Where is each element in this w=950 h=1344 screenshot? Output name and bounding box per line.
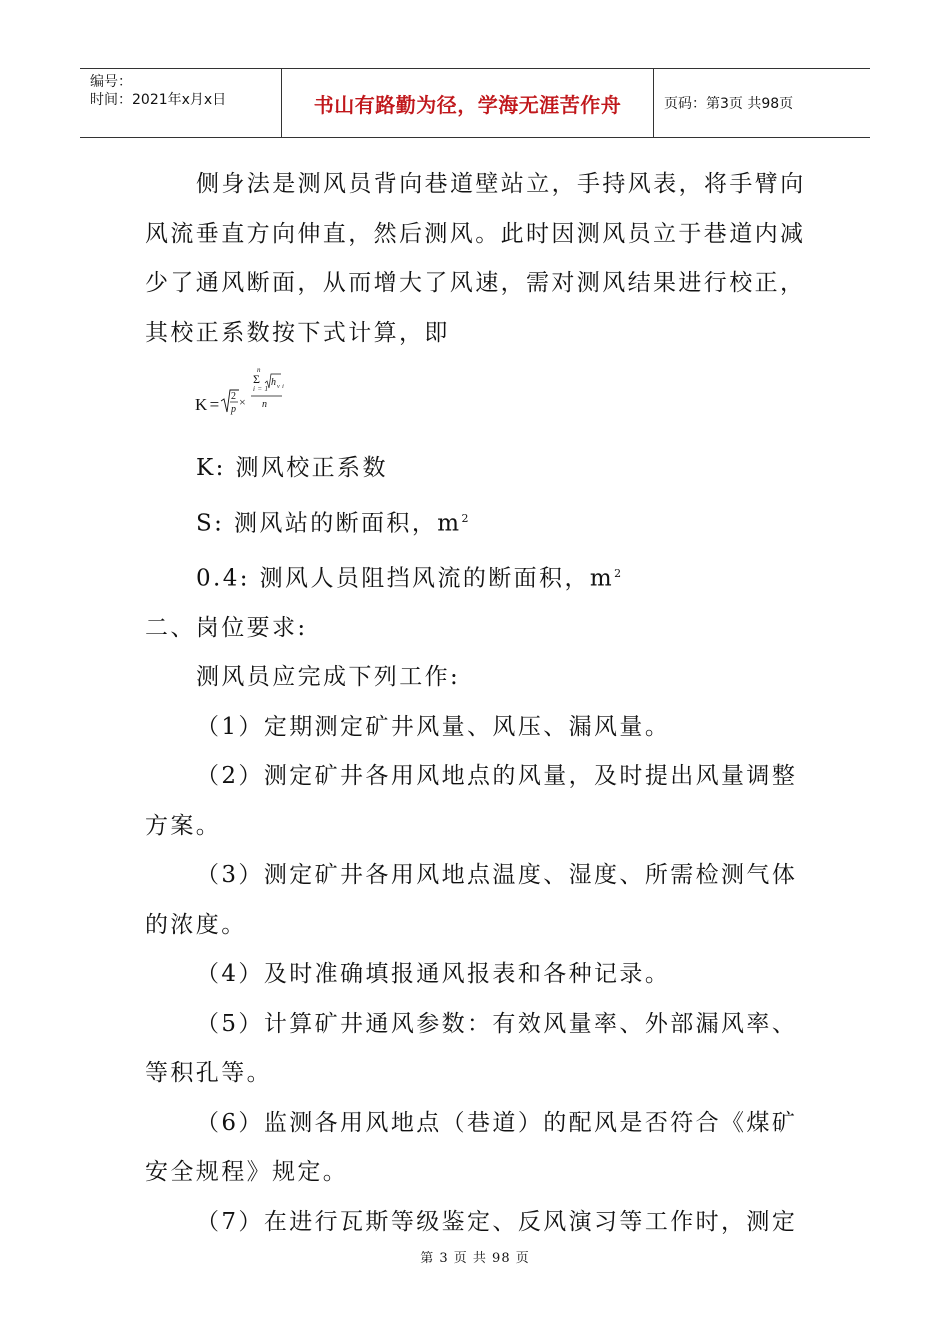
duty-item: （5）计算矿井通风参数：有效风量率、外部漏风率、等积孔等。 xyxy=(145,1010,798,1087)
header-page-info xyxy=(654,69,870,137)
sum-sign: Σ xyxy=(253,372,263,386)
sum-bottom: i=1 xyxy=(253,385,271,393)
duty-item: （4）及时准确填报通风报表和各种记录。 xyxy=(196,961,671,988)
duty-item: （7）在进行瓦斯等级鉴定、反风演习等工作时，测定 xyxy=(196,1208,798,1235)
header-motto xyxy=(282,69,654,137)
duty-item: （3）测定矿井各用风地点温度、湿度、所需检测气体的浓度。 xyxy=(145,862,798,938)
definition-k: K: 测风校正系数 xyxy=(196,455,388,481)
formula-lhs: K= xyxy=(195,395,222,414)
radicand: h xyxy=(271,377,279,388)
document-body xyxy=(145,160,810,1247)
definition-s-exponent: 2 xyxy=(461,511,471,525)
header-meta xyxy=(80,69,282,137)
definition-s xyxy=(145,494,810,549)
formula-num: 2 xyxy=(231,391,239,402)
number-label: 编号： xyxy=(90,74,132,90)
sum-top: n xyxy=(257,366,263,374)
definition-blocking-exponent: 2 xyxy=(614,566,624,580)
paragraph-side-method: 侧身法是测风员背向巷道壁站立，手持风表，将手臂向风流垂直方向伸直，然后测风。此时因测风员立于巷道内减少了通风断面，从而增大了风速，需对测风结果进行校正，其校正系数按下式计算，即 xyxy=(145,171,806,346)
duty-item: （2）测定矿井各用风地点的风量，及时提出风量调整方案。 xyxy=(145,763,798,839)
duty-item: （1）定期测定矿井风量、风压、漏风量。 xyxy=(196,713,671,740)
formula-den: p xyxy=(231,404,239,415)
correction-formula xyxy=(145,366,810,444)
formula-svg xyxy=(195,366,335,428)
divisor: n xyxy=(262,399,270,410)
page-footer: 第 3 页 共 98 页 xyxy=(420,1251,530,1266)
duties-intro: 测风员应完成下列工作: xyxy=(196,664,461,691)
formula-times: × xyxy=(239,395,249,409)
motto-text: 书山有路勤为径，学海无涯苦作舟 xyxy=(313,92,622,117)
duty-item: （6）监测各用风地点（巷道）的配风是否符合《煤矿安全规程》规定。 xyxy=(145,1109,798,1186)
time-label: 时间：2021年x月x日 xyxy=(90,92,227,108)
page-header xyxy=(80,68,870,138)
page-info-text: 页码：第3页 共98页 xyxy=(664,96,794,112)
section-title: 二、岗位要求: xyxy=(145,614,308,641)
definition-blocking-area xyxy=(145,549,810,604)
radicand-sub: vi xyxy=(277,384,287,390)
definition-s-text: S: 测风站的断面积，m xyxy=(196,510,462,537)
definition-blocking-text: 0.4: 测风人员阻挡风流的断面积，m xyxy=(196,565,615,592)
